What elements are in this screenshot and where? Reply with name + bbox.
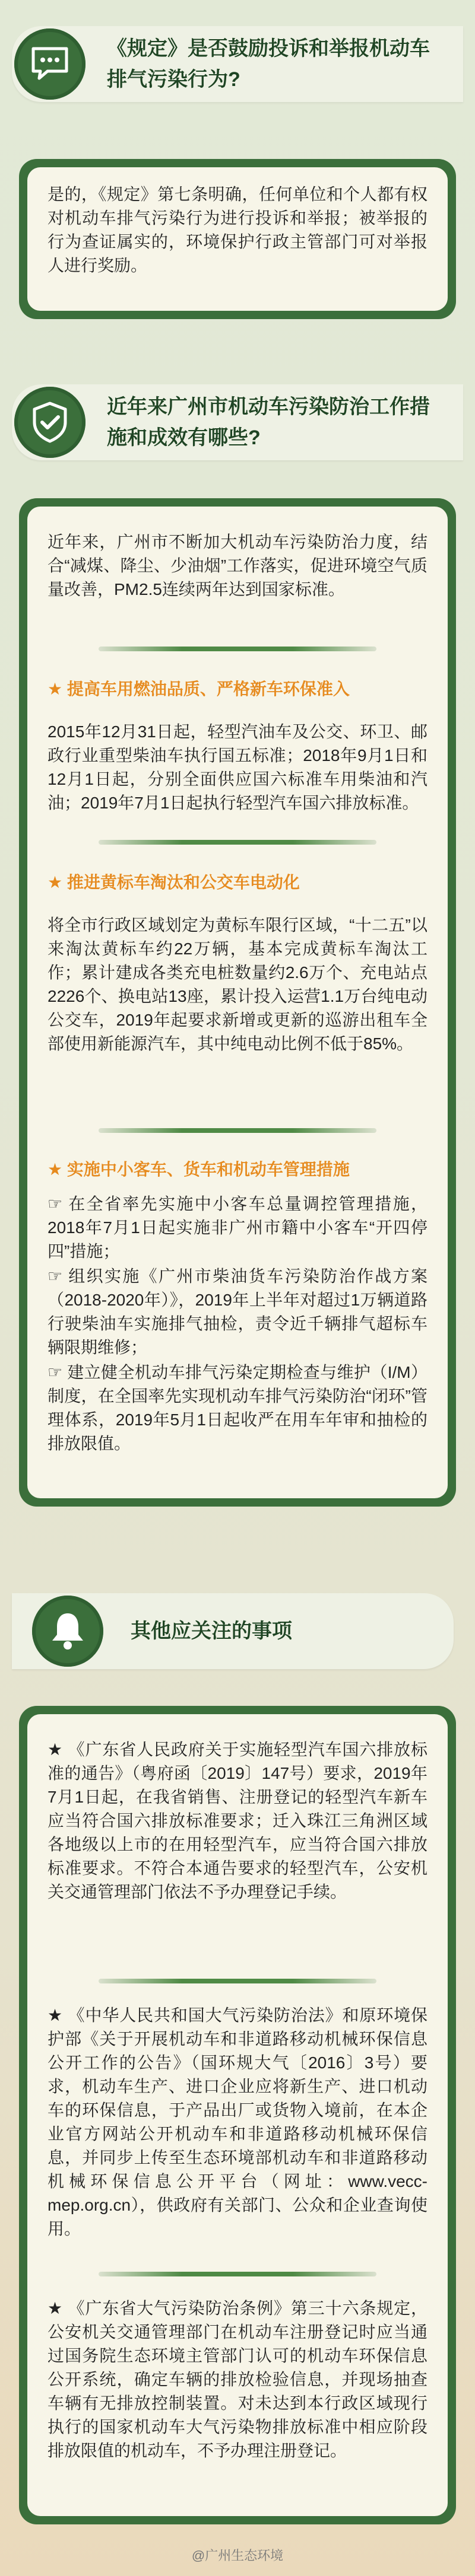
section1-banner <box>12 26 463 102</box>
section3-divider-1 <box>99 1979 376 1983</box>
section3-divider-2 <box>99 2272 376 2276</box>
item3-bullet-2: ☞ 组织实施《广州市柴油货车污染防治作战方案（2018-2020年）》，2019年上半年对超过1万辆道路行驶柴油车实施排气抽检，责令近千辆排气超标车辆限期维修； <box>48 1267 428 1357</box>
item2-heading: ★ 推进黄标车淘汰和公交车电动化 <box>48 873 300 891</box>
shield-check-icon <box>26 399 74 446</box>
section3-banner <box>12 1593 454 1669</box>
speech-bubble-icon <box>26 40 74 88</box>
section2-card <box>19 498 456 1507</box>
item3-bullet-1: ☞ 在全省率先实施中小客车总量调控管理措施，2018年7月1日起实施非广州市籍中小客车“开四停四”措施； <box>48 1195 428 1260</box>
section1-answer-panel <box>27 167 448 311</box>
section2-title-line1: 近年来广州市机动车污染防治工作措 <box>107 396 430 418</box>
section1-title-line1: 《规定》是否鼓励投诉和举报机动车 <box>107 37 430 60</box>
item2-body: 将全市行政区域划定为黄标车限行区域，“十二五”以来淘汰黄标车约22万辆，基本完成黄标车淘汰工作；累计建成各类充电桩数量约2.6万个、充电站点2226个、换电站13座，累计投入运营1.1万台纯电动公交车，2019年起要求新增或更新的巡游出租车全部使用新能源汽车，其中纯电动比例不低于85%。 <box>48 916 428 1053</box>
section2-divider-3 <box>99 1128 376 1133</box>
footer-credit: @广州生态环境 <box>191 2548 284 2563</box>
section3-badge <box>32 1596 103 1667</box>
item1-heading: ★ 提高车用燃油品质、严格新车环保准入 <box>48 680 350 698</box>
section2-divider-2 <box>99 840 376 845</box>
section2-divider-1 <box>99 647 376 651</box>
section1-title <box>107 33 451 95</box>
section2-panel <box>27 507 448 1498</box>
item1-body: 2015年12月31日起，轻型汽油车及公交、环卫、邮政行业重型柴油车执行国五标准；2018年9月1日和12月1日起，分别全面供应国六标准车用柴油和汽油；2019年7月1日起执行轻型汽车国六排放标准。 <box>48 722 428 812</box>
section1-answer-card <box>19 159 456 319</box>
section2-intro: 近年来，广州市不断加大机动车污染防治力度，结合“减煤、降尘、少油烟”工作落实，促进环境空气质量改善，PM2.5连续两年达到国家标准。 <box>48 533 428 598</box>
notice-item-2: ★ 《中华人民共和国大气污染防治法》和原环境保护部《关于开展机动车和非道路移动机械环保信息公开工作的公告》（国环规大气〔2016〕3号）要求，机动车生产、进口企业应将新生产、进口机动车的环保信息，于产品出厂或货物入境前，在本企业官方网站公开机动车和非道路移动机械环保信息，并同步上传至生态环境部机动车和非道路移动机械环保信息公开平台（网址：www.vecc-mep.org.cn），供政府有关部门、公众和企业查询使用。 <box>48 2006 428 2238</box>
item3-bullet-3: ☞ 建立健全机动车排气污染定期检查与维护（I/M）制度，在全国率先实现机动车排气污染防治“闭环”管理体系，2019年5月1日起收严在用车年审和抽检的排放限值。 <box>48 1363 428 1453</box>
bell-icon <box>44 1607 91 1655</box>
section2-title <box>107 391 457 453</box>
section2-banner <box>12 384 463 460</box>
notice-item-1: ★ 《广东省人民政府关于实施轻型汽车国六排放标准的通告》（粤府函〔2019〕147号）要求，2019年7月1日起，在我省销售、注册登记的轻型汽车新车应当符合国六排放标准要求；迁入珠江三角洲区域各地级以上市的在用轻型汽车，应当符合国六排放标准要求。不符合本通告要求的轻型汽车，公安机关交通管理部门依法不予办理登记手续。 <box>48 1740 428 1901</box>
section3-title: 其他应关注的事项 <box>131 1620 292 1642</box>
section2-title-line2: 施和成效有哪些? <box>107 426 261 449</box>
section1-title-line2: 排气污染行为? <box>107 68 240 91</box>
section3-card <box>19 1706 456 2524</box>
item3-heading: ★ 实施中小客车、货车和机动车管理措施 <box>48 1160 350 1179</box>
section3-panel <box>27 1714 448 2516</box>
section2-badge <box>14 387 86 458</box>
section1-answer-text: 是的，《规定》第七条明确，任何单位和个人都有权对机动车排气污染行为进行投诉和举报；被举报的行为查证属实的，环境保护行政主管部门可对举报人进行奖励。 <box>48 185 428 275</box>
notice-item-3: ★ 《广东省大气污染防治条例》第三十六条规定，公安机关交通管理部门在机动车注册登记时应当通过国务院生态环境主管部门认可的机动车环保信息公开系统，确定车辆的排放检验信息，并现场抽查车辆有无排放控制装置。对未达到本行政区域现行执行的国家机动车大气污染物排放标准中相应阶段排放限值的机动车，不予办理注册登记。 <box>48 2299 428 2460</box>
section1-badge <box>14 28 86 100</box>
